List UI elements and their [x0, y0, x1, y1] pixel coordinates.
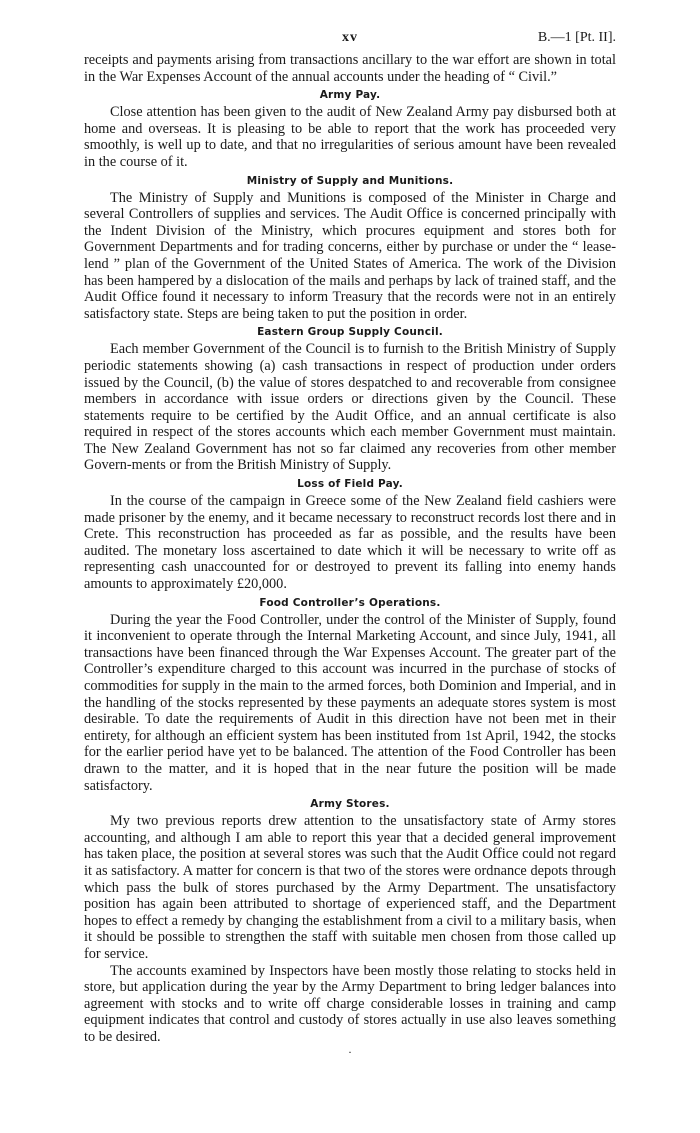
section-heading: Army Pay. — [319, 89, 381, 102]
section-paragraph: Each member Government of the Council is to furnish to the British Ministry of Supply periodic statements showing (a) cash transactions in respect of production under orders issued by the Council, (b) the value of stores despatched to and recoverable from consignee members in accordance with issue orders or directions given by the Council. These statements require to be certified by the Audit Office, and an annual certificate is also required in respect of the stores accounts which each member Government must maintain. The New Zealand Government has not so far claimed any recoveries from other member Govern-ments or from the British Ministry of Supply. — [84, 341, 616, 474]
section-army-pay — [84, 89, 616, 170]
document-page — [84, 30, 616, 1060]
section-ministry-of-supply — [84, 175, 616, 323]
section-loss-of-field-pay — [84, 478, 616, 593]
page-number: xv — [342, 30, 358, 45]
section-paragraph: My two previous reports drew attention to the unsatisfactory state of Army stores accounting, and although I am able to report this year that a decided general improvement has taken place, the position at several stores was such that the Audit Office could not regard it as satisfactory. A matter for concern is that two of the stores were ordnance depots through which pass the bulk of stores purchased by the Army Department. The unsatisfactory position has again been attributed to shortage of experienced staff, and the Department hopes to effect a remedy by changing the establishment from a civil to a military basis, when it should be possible to strengthen the staff with suitable men chosen from those called up for service. — [84, 813, 616, 962]
section-heading: Loss of Field Pay. — [297, 478, 403, 491]
page-header — [84, 30, 616, 52]
section-paragraph: During the year the Food Controller, under the control of the Minister of Supply, found it inconvenient to operate through the Internal Marketing Account, and since July, 1941, all transactions have been financed through the War Expenses Account. The greater part of the Controller’s expenditure charged to this account was incurred in the purchase of stocks of commodities for supply in the main to the armed forces, both Dominion and Imperial, and in the handling of the stocks represented by these payments an adequate stores system is most desirable. To date the requirements of Audit in this direction have not been met in their entirety, for although an efficient system has been instituted from 1st April, 1942, the stocks for the earlier period have yet to be balanced. The attention of the Food Controller has been drawn to the matter, and it is hoped that in the near future the position will be made satisfactory. — [84, 611, 616, 794]
section-paragraph: The accounts examined by Inspectors have been mostly those relating to stocks held in store, but application during the year by the Army Department to bring ledger balances into agreement with stocks and to write off charge considerable losses in training and camp equipment indicates that control and custody of stores actually in use also leaves something to be desired. — [84, 962, 616, 1045]
section-heading: Ministry of Supply and Munitions. — [246, 174, 454, 187]
section-food-controller — [84, 597, 616, 795]
section-army-stores — [84, 798, 616, 1045]
section-heading: Army Stores. — [310, 798, 390, 811]
section-paragraph: The Ministry of Supply and Munitions is composed of the Minister in Charge and several Controllers of supplies and services. The Audit Office is concerned principally with the Indent Division of the Ministry, which procures equipment and stores both for Government Departments and for trading concerns, either by purchase or under the “ lease-lend ” plan of the Government of the United States of America. The work of the Division has been hampered by a dislocation of the mails and perhaps by lack of trained staff, and the Audit Office found it necessary to inform Treasury that the records were not in an entirely satisfactory state. Steps are being taken to put the position in order. — [84, 189, 616, 322]
section-heading: Food Controller’s Operations. — [259, 596, 441, 609]
section-paragraph: In the course of the campaign in Greece some of the New Zealand field cashiers were made prisoner by the enemy, and it became necessary to reconstruct records lost there and in Crete. This reconstruction has proceeded as far as possible, and the results have been audited. The monetary loss ascertained to date which it will be necessary to write off as representing cash unaccounted for or destroyed to prevent its falling into enemy hands amounts to approximately £20,000. — [84, 493, 616, 593]
section-heading: Eastern Group Supply Council. — [257, 326, 443, 339]
section-eastern-group — [84, 326, 616, 474]
intro-paragraph: receipts and payments arising from transactions ancillary to the war effort are shown in total in the War Expenses Account of the annual accounts under the heading of “ Civil.” — [84, 52, 616, 85]
section-paragraph: Close attention has been given to the audit of New Zealand Army pay disbursed both at home and overseas. It is pleasing to be able to report that the work has proceeded very smoothly, is well up to date, and that no irregularities of serious amount have been revealed in the course of it. — [84, 104, 616, 170]
footer-mark: · — [348, 1045, 352, 1060]
document-reference: B.—1 [Pt. II]. — [537, 30, 616, 45]
